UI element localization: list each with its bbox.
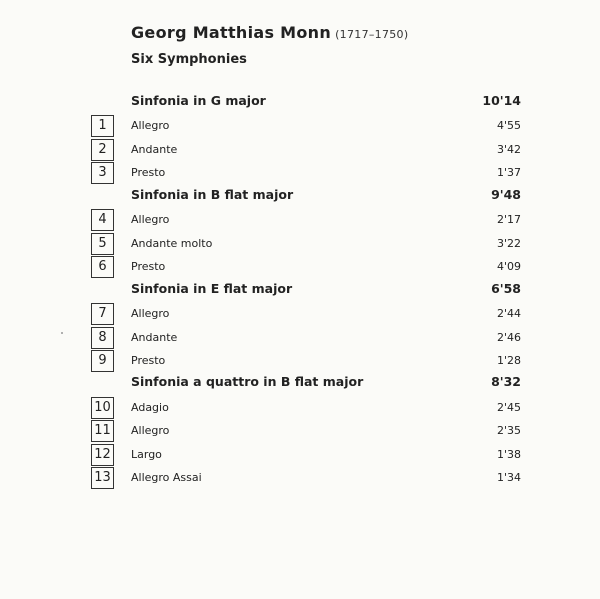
track-number: 11 <box>91 420 114 442</box>
work-header <box>0 373 600 395</box>
work-total-duration: 9'48 <box>491 186 521 202</box>
track-title: Allegro <box>131 424 170 438</box>
work-total-duration: 8'32 <box>491 374 521 390</box>
track-number: 4 <box>91 209 114 231</box>
work-total-duration: 10'14 <box>482 93 521 108</box>
track-duration: 2'44 <box>496 307 521 321</box>
track-row <box>0 303 600 325</box>
track-row <box>0 209 600 231</box>
track-duration: 2'17 <box>496 213 521 227</box>
track-row <box>0 115 600 137</box>
track-duration: 3'22 <box>496 236 521 250</box>
track-title: Presto <box>131 353 166 367</box>
track-title: Andante <box>131 330 178 344</box>
track-duration: 3'42 <box>496 142 521 156</box>
track-duration: 1'34 <box>496 471 521 485</box>
track-title: Allegro <box>131 213 170 227</box>
track-duration: 4'09 <box>496 260 521 274</box>
work-title: Sinfonia a quattro in B flat major <box>131 374 364 390</box>
track-duration: 2'35 <box>496 424 521 438</box>
work-title: Sinfonia in B flat major <box>131 186 294 202</box>
track-title: Presto <box>131 260 166 274</box>
work-header <box>0 280 600 302</box>
track-title: Andante <box>131 142 178 156</box>
composer-dates: (1717–1750) <box>335 28 409 41</box>
track-row <box>0 162 600 184</box>
track-duration: 4'55 <box>496 119 521 133</box>
track-number: 10 <box>91 397 114 419</box>
track-row <box>0 444 600 466</box>
composer-name: Georg Matthias Monn <box>131 23 332 42</box>
track-row <box>0 467 600 489</box>
track-row <box>0 420 600 442</box>
work-title: Sinfonia in G major <box>131 93 266 108</box>
track-row <box>0 397 600 419</box>
work-total-duration: 6'58 <box>491 280 521 296</box>
track-duration: 2'46 <box>496 330 521 344</box>
track-number: 9 <box>91 350 114 372</box>
track-title: Presto <box>131 166 166 180</box>
track-title: Allegro Assai <box>131 471 202 485</box>
album-subtitle: Six Symphonies <box>131 52 247 67</box>
track-duration: 1'38 <box>496 447 521 461</box>
track-number: 8 <box>91 327 114 349</box>
track-number: 5 <box>91 233 114 255</box>
track-row <box>0 233 600 255</box>
track-number: 6 <box>91 256 114 278</box>
track-duration: 1'28 <box>496 353 521 367</box>
track-number: 12 <box>91 444 114 466</box>
track-title: Adagio <box>131 400 169 414</box>
track-row <box>0 139 600 161</box>
track-row <box>0 327 600 349</box>
track-duration: 2'45 <box>496 400 521 414</box>
track-title: Largo <box>131 447 162 461</box>
track-number: 2 <box>91 139 114 161</box>
work-header <box>0 92 600 114</box>
track-title: Allegro <box>131 307 170 321</box>
work-header <box>0 186 600 208</box>
track-row <box>0 350 600 372</box>
track-title: Allegro <box>131 119 170 133</box>
track-title: Andante molto <box>131 236 213 250</box>
paper-speck <box>61 332 63 334</box>
track-duration: 1'37 <box>496 166 521 180</box>
track-row <box>0 256 600 278</box>
work-title: Sinfonia in E flat major <box>131 280 293 296</box>
track-number: 13 <box>91 467 114 489</box>
track-number: 3 <box>91 162 114 184</box>
track-number: 1 <box>91 115 114 137</box>
track-number: 7 <box>91 303 114 325</box>
